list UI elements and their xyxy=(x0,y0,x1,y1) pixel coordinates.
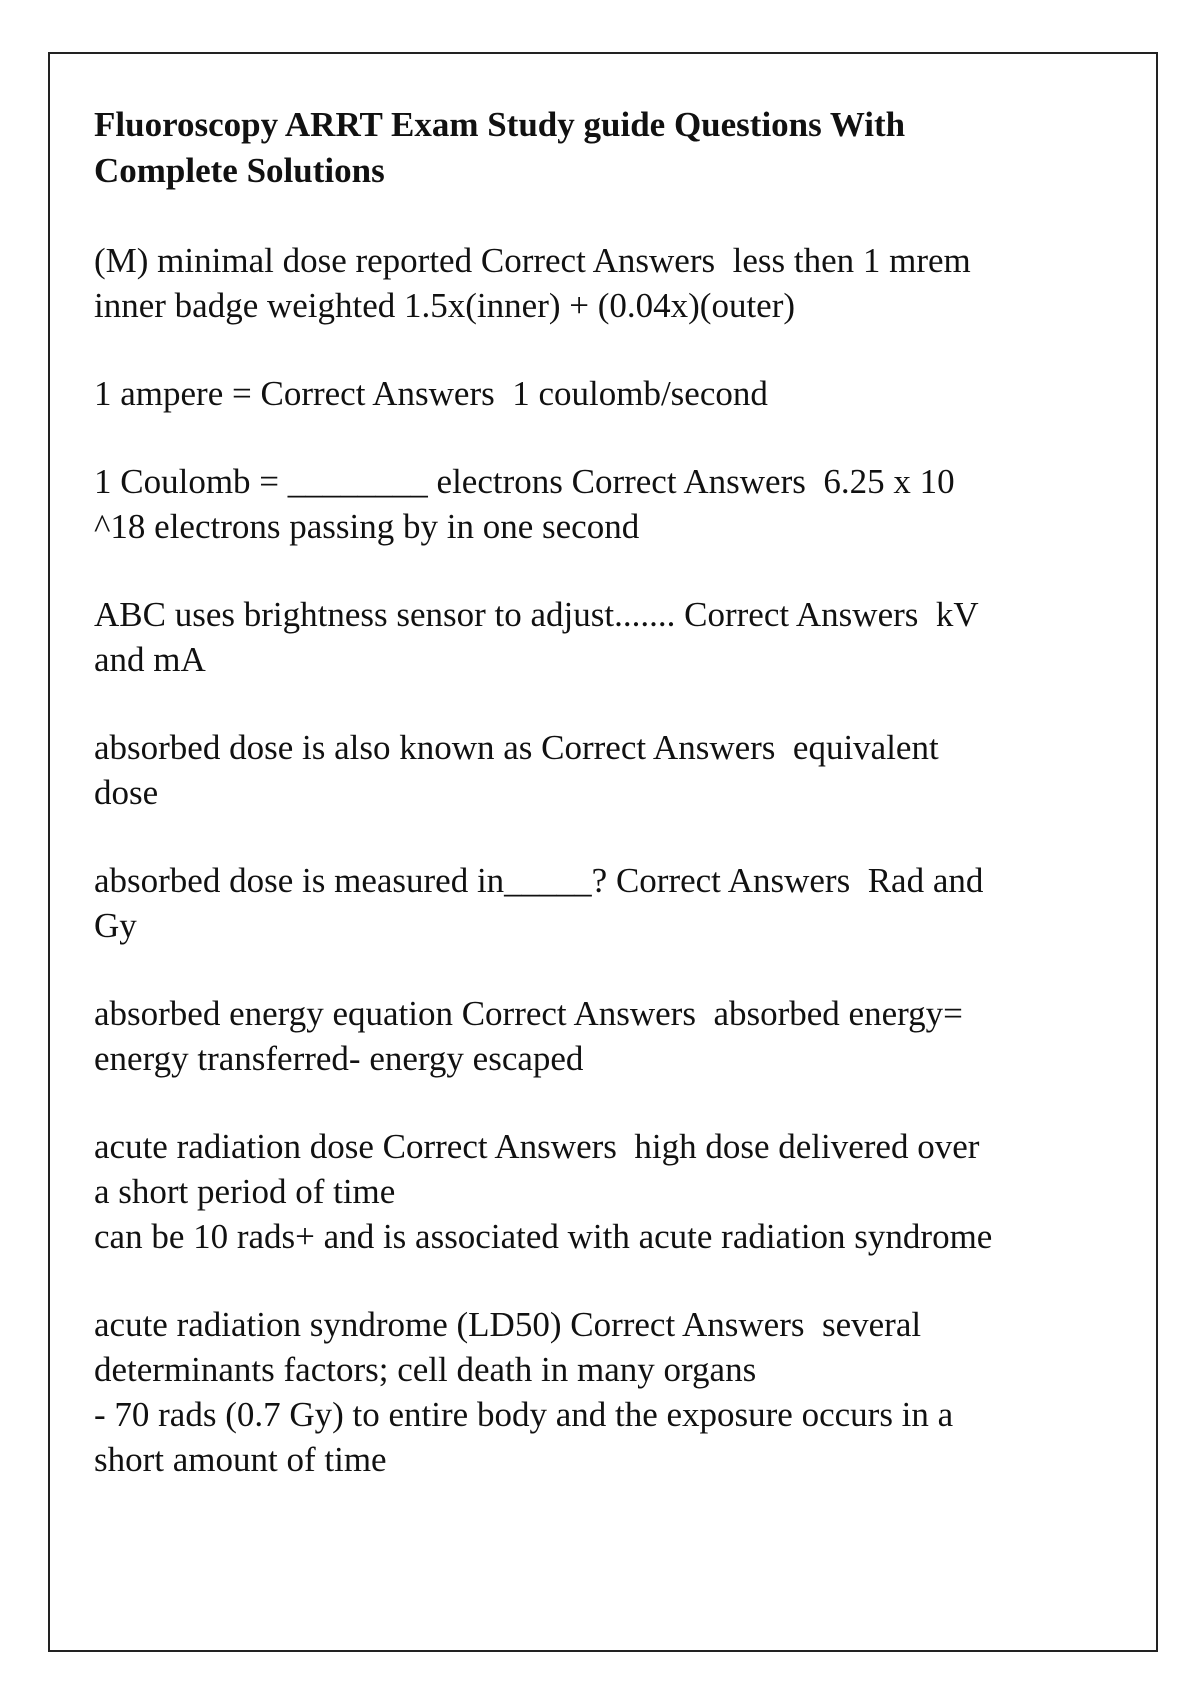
entry-line: absorbed dose is measured in_____? Correct Answers Rad and xyxy=(94,861,984,900)
entry-line: 1 ampere = Correct Answers 1 coulomb/second xyxy=(94,374,768,413)
entry-line: absorbed energy equation Correct Answers absorbed energy= xyxy=(94,994,963,1033)
entry-line: energy transferred- energy escaped xyxy=(94,1039,584,1078)
entry-coulomb xyxy=(94,459,1054,549)
entry-acute-radiation-syndrome xyxy=(94,1302,1054,1482)
entry-absorbed-energy xyxy=(94,991,1054,1081)
entry-line: 1 Coulomb = ________ electrons Correct Answers 6.25 x 10 xyxy=(94,462,955,501)
document-title: Fluoroscopy ARRT Exam Study guide Questions With Complete Solutions xyxy=(94,105,906,190)
entry-line: inner badge weighted 1.5x(inner) + (0.04x)(outer) xyxy=(94,286,796,325)
entry-line: - 70 rads (0.7 Gy) to entire body and the exposure occurs in a xyxy=(94,1395,954,1434)
entry-acute-radiation-dose xyxy=(94,1124,1054,1259)
entry-line: determinants factors; cell death in many organs xyxy=(94,1350,757,1389)
entry-line: Gy xyxy=(94,906,137,945)
entry-line: dose xyxy=(94,773,159,812)
entry-line: can be 10 rads+ and is associated with acute radiation syndrome xyxy=(94,1217,993,1256)
entry-line: and mA xyxy=(94,640,206,679)
entry-ampere xyxy=(94,371,1054,416)
entry-absorbed-dose-measured xyxy=(94,858,1054,948)
entry-line: ^18 electrons passing by in one second xyxy=(94,507,640,546)
entry-line: ABC uses brightness sensor to adjust....... Correct Answers kV xyxy=(94,595,979,634)
entry-line: acute radiation dose Correct Answers high dose delivered over xyxy=(94,1127,980,1166)
entry-line: a short period of time xyxy=(94,1172,396,1211)
entry-minimal-dose xyxy=(94,238,1054,328)
entry-line: short amount of time xyxy=(94,1440,387,1479)
entry-line: acute radiation syndrome (LD50) Correct Answers several xyxy=(94,1305,922,1344)
entry-line: (M) minimal dose reported Correct Answers less then 1 mrem xyxy=(94,241,971,280)
entry-absorbed-dose-known-as xyxy=(94,725,1054,815)
entry-abc-brightness xyxy=(94,592,1054,682)
entry-line: absorbed dose is also known as Correct Answers equivalent xyxy=(94,728,939,767)
document-content xyxy=(94,102,1054,1525)
